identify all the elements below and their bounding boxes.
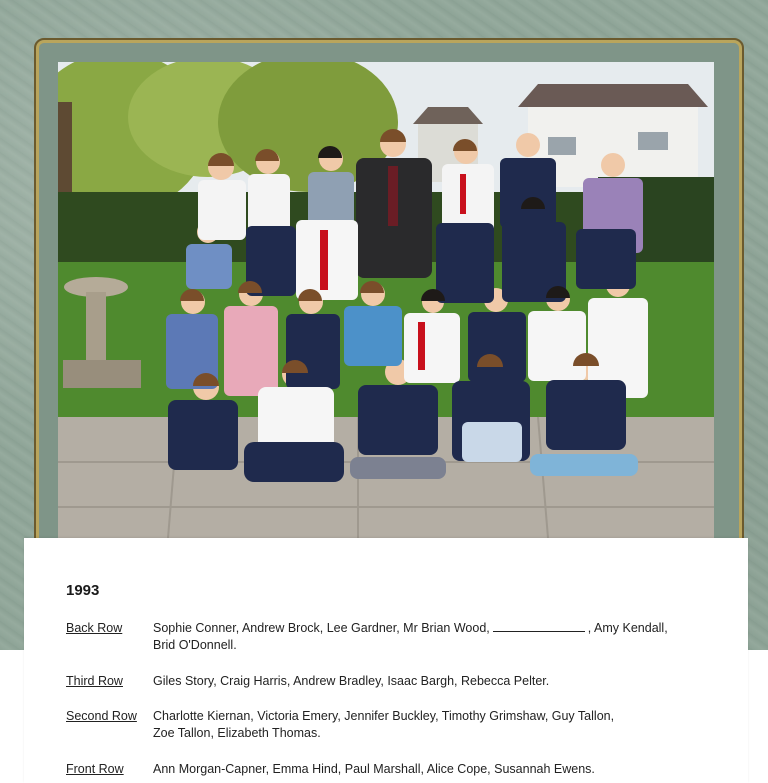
row-label-second: Second Row: [66, 709, 137, 723]
row-names-front: Ann Morgan-Capner, Emma Hind, Paul Marshall, Alice Cope, Susannah Ewens.: [153, 762, 595, 776]
names-part-2: , Amy Kendall,: [587, 621, 668, 635]
names-part-3: Brid O'Donnell.: [153, 638, 237, 652]
row-label-third: Third Row: [66, 674, 123, 688]
class-photograph: [58, 62, 714, 538]
row-names-third: Giles Story, Craig Harris, Andrew Bradley, Isaac Bargh, Rebecca Pelter.: [153, 674, 550, 688]
caption-card: [24, 538, 748, 783]
unknown-name-blank: [493, 621, 585, 632]
row-label-back: Back Row: [66, 621, 123, 635]
names-part-1: Sophie Conner, Andrew Brock, Lee Gardner, Mr Brian Wood,: [153, 621, 490, 635]
row-label-front: Front Row: [66, 762, 124, 776]
names-line-1: Charlotte Kiernan, Victoria Emery, Jennifer Buckley, Timothy Grimshaw, Guy Tallon,: [153, 709, 615, 723]
caption-year: 1993: [66, 582, 100, 599]
names-line-2: Zoe Tallon, Elizabeth Thomas.: [153, 726, 321, 740]
row-names-second: [153, 708, 713, 742]
row-names-back: [153, 620, 713, 654]
